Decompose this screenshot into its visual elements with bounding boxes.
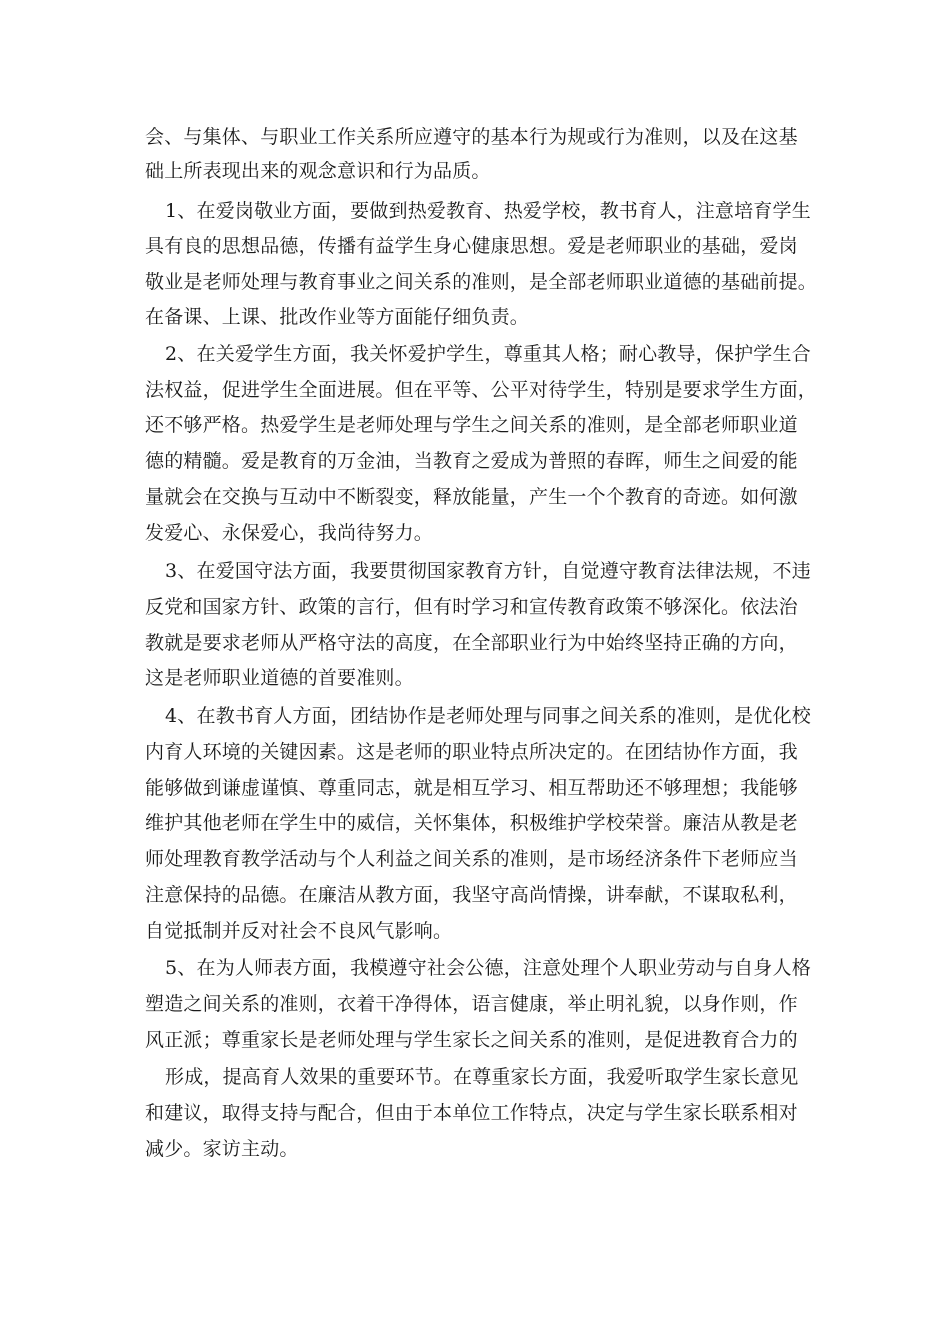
text-line: 1、在爱岗敬业方面，要做到热爱教育、热爱学校，教书育人，注意培育学生 (165, 200, 811, 222)
text-line: 具有良的思想品德，传播有益学生身心健康思想。爱是老师职业的基础，爱岗 (145, 235, 798, 257)
text-line: 发爱心、永保爱心，我尚待努力。 (145, 522, 434, 544)
text-line: 能够做到谦虚谨慎、尊重同志，就是相互学习、相互帮助还不够理想；我能够 (145, 777, 798, 799)
text-line: 敬业是老师处理与教育事业之间关系的准则，是全部老师职业道德的基础前提。 (145, 271, 818, 293)
text-line: 德的精髓。爱是教育的万金油，当教育之爱成为普照的春晖，师生之间爱的能 (145, 450, 798, 472)
text-line: 在备课、上课、批改作业等方面能仔细负责。 (145, 306, 530, 328)
text-line: 会、与集体、与职业工作关系所应遵守的基本行为规或行为准则，以及在这基 (145, 126, 798, 148)
text-line: 内育人环境的关键因素。这是老师的职业特点所决定的。在团结协作方面，我 (145, 741, 798, 763)
text-line: 础上所表现出来的观念意识和行为品质。 (145, 160, 491, 182)
text-line: 反党和国家方针、政策的言行，但有时学习和宣传教育政策不够深化。依法治 (145, 596, 798, 618)
text-line: 塑造之间关系的准则，衣着干净得体，语言健康，举止明礼貌，以身作则，作 (145, 993, 798, 1015)
text-line: 自觉抵制并反对社会不良风气影响。 (145, 920, 453, 942)
text-line: 5、在为人师表方面，我模遵守社会公德，注意处理个人职业劳动与自身人格 (165, 957, 811, 979)
text-line: 风正派；尊重家长是老师处理与学生家长之间关系的准则，是促进教育合力的 (145, 1029, 798, 1051)
text-line: 和建议，取得支持与配合，但由于本单位工作特点，决定与学生家长联系相对 (145, 1102, 798, 1124)
text-line: 减少。家访主动。 (145, 1138, 299, 1160)
text-line: 量就会在交换与互动中不断裂变，释放能量，产生一个个教育的奇迹。如何激 (145, 486, 798, 508)
text-line: 这是老师职业道德的首要准则。 (145, 667, 414, 689)
text-line: 教就是要求老师从严格守法的高度，在全部职业行为中始终坚持正确的方向， (145, 632, 798, 654)
text-line: 法权益，促进学生全面进展。但在平等、公平对待学生，特别是要求学生方面， (145, 379, 818, 401)
text-line: 注意保持的品德。在廉洁从教方面，我坚守高尚情操，讲奉献，不谋取私利， (145, 884, 798, 906)
text-line: 还不够严格。热爱学生是老师处理与学生之间关系的准则，是全部老师职业道 (145, 414, 798, 436)
text-line: 2、在关爱学生方面，我关怀爱护学生，尊重其人格；耐心教导，保护学生合 (165, 343, 811, 365)
text-line: 形成，提高育人效果的重要环节。在尊重家长方面，我爱听取学生家长意见 (165, 1066, 799, 1088)
text-line: 3、在爱国守法方面，我要贯彻国家教育方针，自觉遵守教育法律法规，不违 (165, 560, 811, 582)
text-line: 4、在教书育人方面，团结协作是老师处理与同事之间关系的准则，是优化校 (165, 705, 811, 727)
text-line: 维护其他老师在学生中的威信，关怀集体，积极维护学校荣誉。廉洁从教是老 (145, 812, 798, 834)
text-line: 师处理教育教学活动与个人利益之间关系的准则，是市场经济条件下老师应当 (145, 848, 798, 870)
